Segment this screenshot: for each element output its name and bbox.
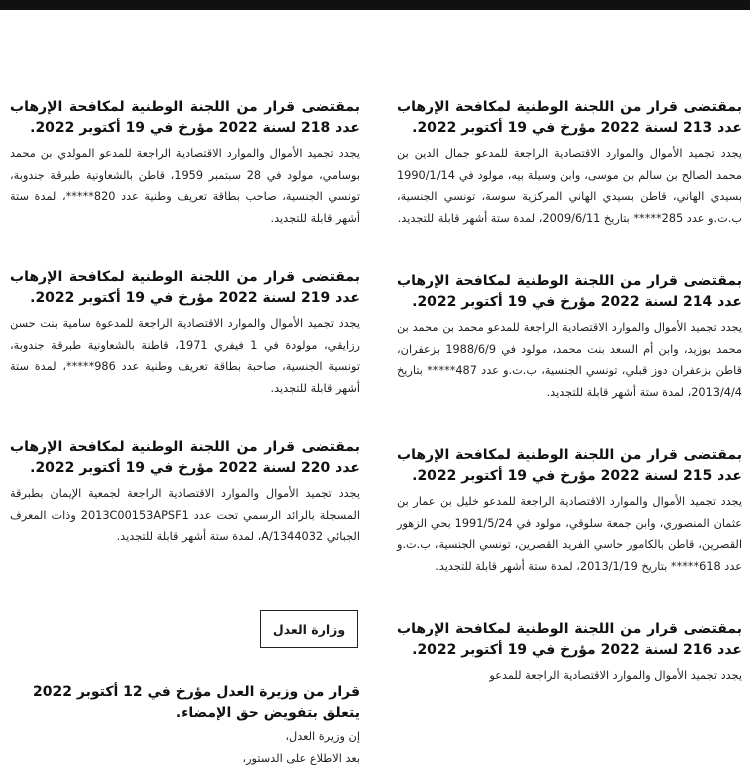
decree-heading: بمقتضى قرار من اللجنة الوطنية لمكافحة الإرهاب عدد 219 لسنة 2022 مؤرخ في 19 أكتوبر 2022. [10,269,360,306]
decree-heading: بمقتضى قرار من اللجنة الوطنية لمكافحة الإرهاب عدد 215 لسنة 2022 مؤرخ في 19 أكتوبر 2022. [397,447,742,484]
decree-220 [10,437,360,548]
decree-body: يجدد تجميد الأموال والموارد الاقتصادية الراجعة للمدعوة سامية بنت حسن رزايقي، مولودة في 1 فيفري 1971، قاطنة بالشعاونية طبرقة جندوبة، تونسية الجنسية، صاحبة بطاقة تعريف وطنية عدد 986*****، لمدة ستة أشهر قابلة للتجديد. [10,317,360,395]
justice-decree [10,682,360,769]
justice-decree-heading: قرار من وزيرة العدل مؤرخ في 12 أكتوبر 2022 يتعلق بتفويض حق الإمضاء. [33,684,360,721]
ministry-of-justice-box [260,610,358,648]
decree-219 [10,267,360,399]
decree-213 [397,97,742,229]
decree-body: يجدد تجميد الأموال والموارد الاقتصادية الراجعة لجمعية الإيمان بطبرقة المسجلة بالرائد الرسمي تحت عدد 2013C00153APSF1 وذات المعرف الجبائي A/1344032، لمدة ستة أشهر قابلة للتجديد. [10,487,360,543]
justice-decree-partial: بعد الاطلاع على الدستور، [242,751,360,765]
decree-body: يجدد تجميد الأموال والموارد الاقتصادية الراجعة للمدعو جمال الدين بن محمد الصالح بن سالم بن موسى، وابن وسيلة بيه، مولود في 1990/1/14 بسيدي الهاني، قاطن بسيدي الهاني المركزية سوسة، تونسي الجنسية، ب.ت.و عدد 285***** بتاريخ 2009/6/11، لمدة ستة أشهر قابلة للتجديد. [397,147,742,225]
decree-heading: بمقتضى قرار من اللجنة الوطنية لمكافحة الإرهاب عدد 218 لسنة 2022 مؤرخ في 19 أكتوبر 2022. [10,99,360,136]
decree-heading: بمقتضى قرار من اللجنة الوطنية لمكافحة الإرهاب عدد 214 لسنة 2022 مؤرخ في 19 أكتوبر 2022. [397,273,742,310]
decree-heading: بمقتضى قرار من اللجنة الوطنية لمكافحة الإرهاب عدد 216 لسنة 2022 مؤرخ في 19 أكتوبر 2022. [397,621,742,658]
decree-body: يجدد تجميد الأموال والموارد الاقتصادية الراجعة للمدعو المولدي بن محمد بوسامي، مولود في 28 سبتمبر 1959، قاطن بالشعاونية طبرقة جندوبة، تونسي الجنسية، صاحب بطاقة تعريف وطنية عدد 820*****، لمدة ستة أشهر قابلة للتجديد. [10,147,360,225]
ministry-title: وزارة العدل [272,621,346,637]
top-black-bar [0,0,750,10]
decree-heading: بمقتضى قرار من اللجنة الوطنية لمكافحة الإرهاب عدد 220 لسنة 2022 مؤرخ في 19 أكتوبر 2022. [10,439,360,476]
decree-body: يجدد تجميد الأموال والموارد الاقتصادية الراجعة للمدعو محمد بن محمد بن محمد بوزيد، وابن أم السعد بنت محمد، مولود في 1988/6/9 بزعفران، قاطن بزعفران دوز قبلي، تونسي الجنسية، ب.ت.و عدد 487***** بتاريخ 2013/4/4، لمدة ستة أشهر قابلة للتجديد. [397,321,742,399]
left-column [10,97,360,548]
decree-214 [397,271,742,403]
decree-body: يجدد تجميد الأموال والموارد الاقتصادية الراجعة للمدعو [489,669,742,682]
decree-215 [397,445,742,577]
decree-heading: بمقتضى قرار من اللجنة الوطنية لمكافحة الإرهاب عدد 213 لسنة 2022 مؤرخ في 19 أكتوبر 2022. [397,99,742,136]
justice-decree-intro: إن وزيرة العدل، [285,730,360,743]
decree-body: يجدد تجميد الأموال والموارد الاقتصادية الراجعة للمدعو خليل بن عمار بن عثمان المنصوري، وابن جمعة سلوقي، مولود في 1991/5/24 بحي الزهور القصرين، قاطن بالكامور حاسي الفريد القصرين، تونسي الجنسية، ب.ت.و عدد 618***** بتاريخ 2013/1/19، لمدة ستة أشهر قابلة للتجديد. [397,495,742,573]
right-column [397,97,742,687]
decree-218 [10,97,360,229]
decree-216 [397,619,742,687]
